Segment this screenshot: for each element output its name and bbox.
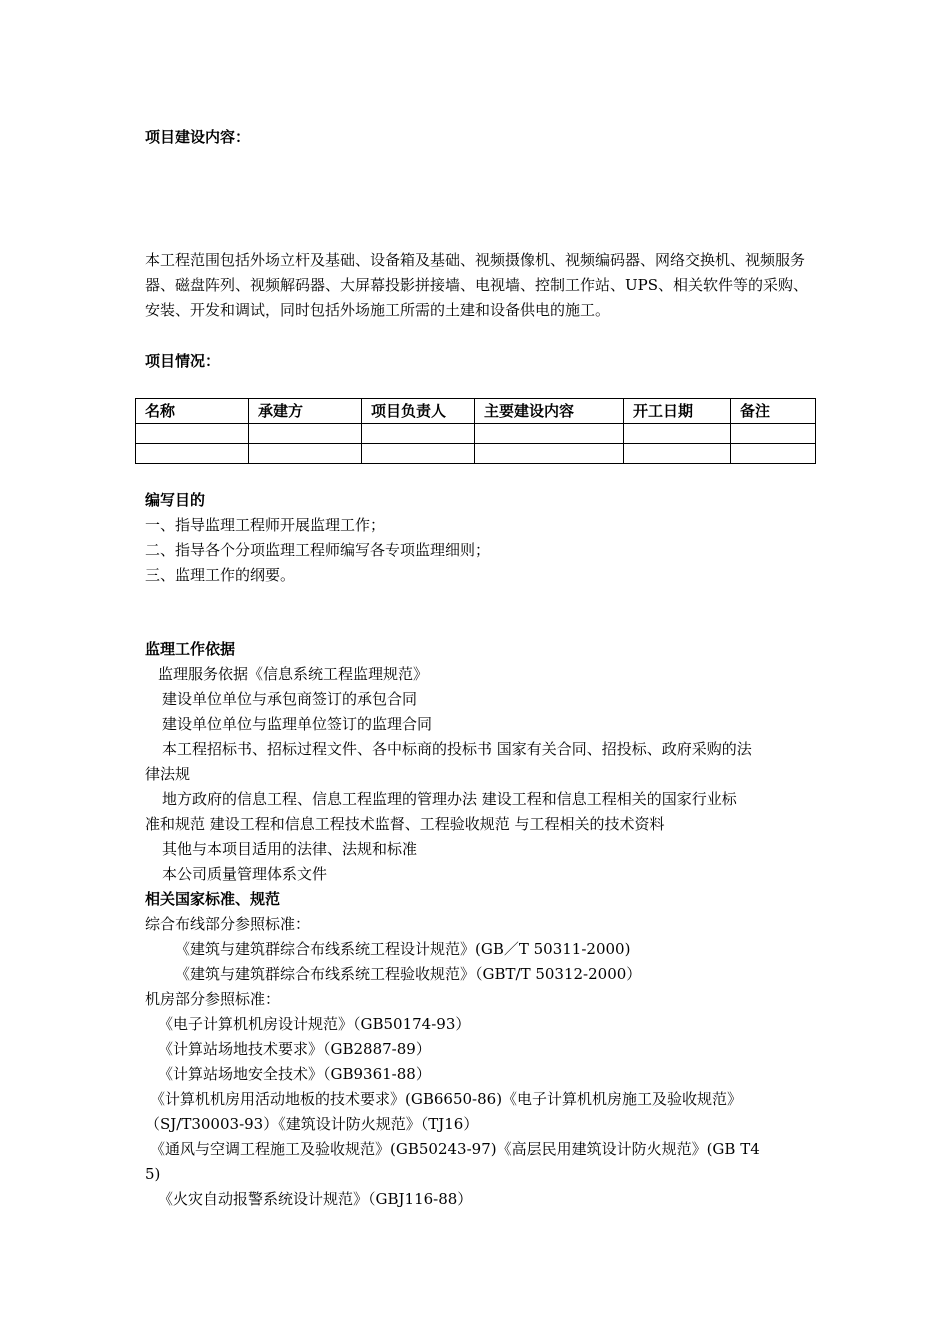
room-label: 机房部分参照标准：	[145, 990, 281, 1008]
purpose-item: 三、监理工作的纲要。	[145, 566, 296, 584]
purpose-heading: 编写目的	[145, 491, 206, 509]
header-contractor: 承建方	[249, 399, 362, 424]
purpose-item: 一、指导监理工程师开展监理工作；	[145, 516, 386, 534]
room-standard: 《通风与空调工程施工及验收规范》(GB50243-97)《高层民用建筑设计防火规范》(GB T4	[150, 1140, 760, 1158]
header-start-date: 开工日期	[624, 399, 731, 424]
table-cell	[731, 444, 816, 464]
table-cell	[475, 444, 624, 464]
table-row	[136, 424, 816, 444]
project-heading: 项目情况：	[145, 352, 221, 370]
basis-item: 本公司质量管理体系文件	[162, 865, 328, 883]
table-cell	[362, 444, 475, 464]
header-name: 名称	[136, 399, 249, 424]
construction-text: 本工程范围包括外场立杆及基础、设备箱及基础、视频摄像机、视频编码器、网络交换机、视频服务器、磁盘阵列、视频解码器、大屏幕投影拼接墙、电视墙、控制工作站、UPS、相关软件等的采购、安装、开发和调试，同时包括外场施工所需的土建和设备供电的施工。	[145, 251, 809, 319]
cabling-standard: 《建筑与建筑群综合布线系统工程设计规范》(GB／T 50311-2000)	[175, 940, 631, 958]
project-table	[135, 398, 816, 464]
room-standard-continued: （SJ/T30003-93）《建筑设计防火规范》（TJ16）	[145, 1115, 479, 1133]
table-cell	[624, 424, 731, 444]
standards-heading: 相关国家标准、规范	[145, 890, 281, 908]
table-cell	[249, 444, 362, 464]
basis-item: 地方政府的信息工程、信息工程监理的管理办法 建设工程和信息工程相关的国家行业标	[162, 790, 737, 808]
basis-heading: 监理工作依据	[145, 640, 236, 658]
header-remarks: 备注	[731, 399, 816, 424]
room-standard: 《电子计算机机房设计规范》（GB50174-93）	[158, 1015, 471, 1033]
basis-item: 监理服务依据《信息系统工程监理规范》	[158, 665, 429, 683]
table-cell	[362, 424, 475, 444]
room-standard: 《计算站场地安全技术》（GB9361-88）	[158, 1065, 431, 1083]
room-standard: 《计算机机房用活动地板的技术要求》(GB6650-86)《电子计算机机房施工及验收规范》	[150, 1090, 743, 1108]
table-cell	[624, 444, 731, 464]
room-standard: 《火灾自动报警系统设计规范》（GBJ116-88）	[158, 1190, 473, 1208]
room-standard: 《计算站场地技术要求》（GB2887-89）	[158, 1040, 431, 1058]
basis-item: 其他与本项目适用的法律、法规和标准	[162, 840, 418, 858]
basis-item-continued: 准和规范 建设工程和信息工程技术监督、工程验收规范 与工程相关的技术资料	[145, 815, 665, 833]
table-cell	[731, 424, 816, 444]
basis-item: 本工程招标书、招标过程文件、各中标商的投标书 国家有关合同、招投标、政府采购的法	[162, 740, 752, 758]
table-row	[136, 444, 816, 464]
table-cell	[136, 424, 249, 444]
header-manager: 项目负责人	[362, 399, 475, 424]
cabling-standard: 《建筑与建筑群综合布线系统工程验收规范》（GBT/T 50312-2000）	[175, 965, 642, 983]
basis-item: 建设单位单位与承包商签订的承包合同	[162, 690, 418, 708]
table-header-row	[136, 399, 816, 424]
cabling-label: 综合布线部分参照标准：	[145, 915, 311, 933]
room-standard-continued: 5)	[145, 1165, 161, 1183]
header-content: 主要建设内容	[475, 399, 624, 424]
table-cell	[249, 424, 362, 444]
basis-item-continued: 律法规	[145, 765, 191, 783]
purpose-item: 二、指导各个分项监理工程师编写各专项监理细则；	[145, 541, 491, 559]
basis-item: 建设单位单位与监理单位签订的监理合同	[162, 715, 433, 733]
table-cell	[475, 424, 624, 444]
table-cell	[136, 444, 249, 464]
construction-heading: 项目建设内容：	[145, 128, 251, 146]
